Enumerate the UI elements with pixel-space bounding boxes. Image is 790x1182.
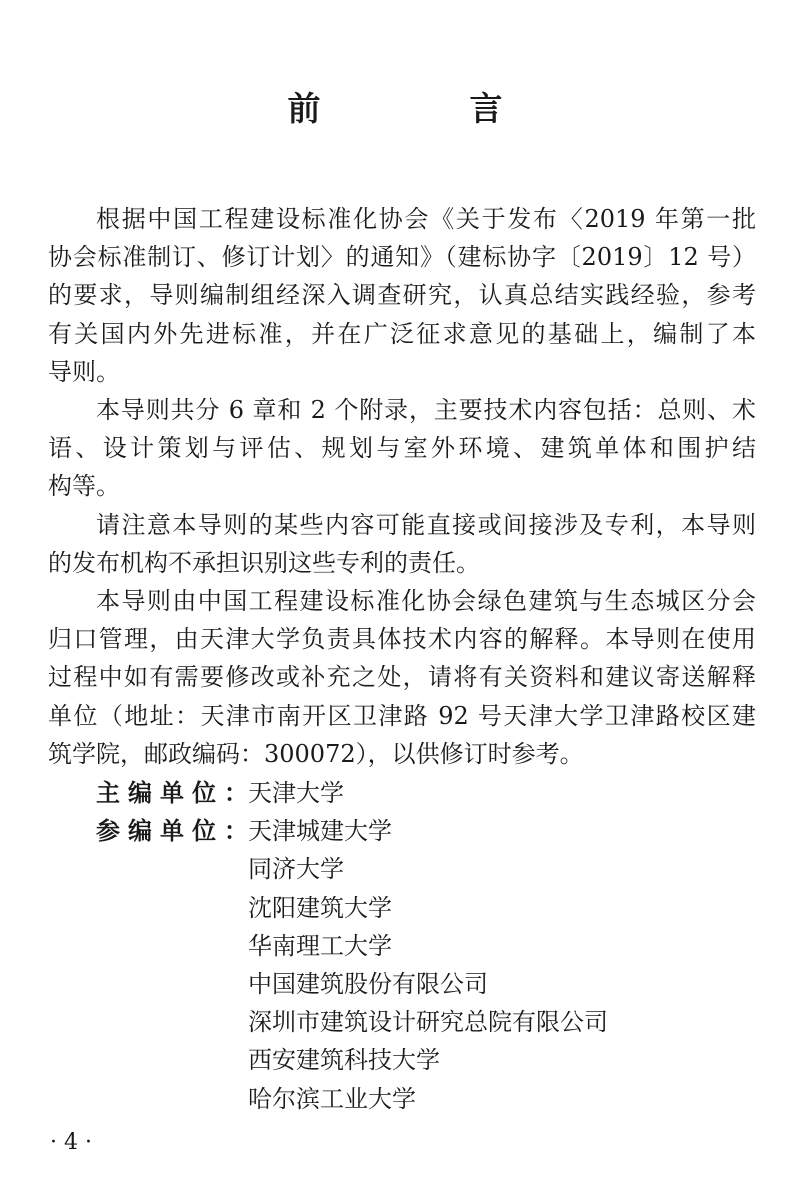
participating-editor-item: 沈阳建筑大学: [248, 893, 392, 922]
paragraph-2: [48, 391, 756, 506]
paragraph-line: 本导则共分 6 章和 2 个附录，主要技术内容包括：总则、术: [96, 396, 756, 425]
chief-editor-value: 天津大学: [248, 779, 344, 807]
chief-editor-label: 主编单位：: [96, 779, 256, 807]
participating-editors-label: 参编单位：: [96, 817, 256, 846]
paragraph-line: 请注意本导则的某些内容可能直接或间接涉及专利，本导则: [96, 510, 756, 539]
paragraph-line: 语、设计策划与评估、规划与室外环境、建筑单体和围护结: [48, 434, 756, 463]
paragraph-line: 导则。: [48, 357, 120, 386]
paragraph-line: 过程中如有需要修改或补充之处，请将有关资料和建议寄送解释: [48, 663, 756, 692]
paragraph-line: 单位（地址：天津市南开区卫津路 92 号天津大学卫津路校区建: [48, 701, 756, 730]
participating-editor-item: 同济大学: [248, 855, 344, 884]
participating-editor-item: 中国建筑股份有限公司: [248, 970, 488, 999]
participating-editor-item: 深圳市建筑设计研究总院有限公司: [248, 1008, 608, 1037]
participating-editor-item: 华南理工大学: [248, 931, 392, 960]
paragraph-1: [48, 200, 756, 391]
preface-body: [48, 200, 756, 773]
paragraph-line: 协会标准制订、修订计划〉的通知》（建标协字〔2019〕12 号）: [48, 243, 756, 272]
paragraph-4: [48, 582, 756, 773]
participating-editor-item: 天津城建大学: [248, 817, 392, 846]
paragraph-line: 本导则由中国工程建设标准化协会绿色建筑与生态城区分会: [96, 587, 756, 616]
editor-units: [96, 774, 608, 1118]
paragraph-line: 的要求，导则编制组经深入调查研究，认真总结实践经验，参考: [48, 281, 756, 310]
chief-editor-row: [96, 774, 608, 812]
page-title: 前 言: [287, 89, 561, 128]
participating-editors-list: [96, 850, 608, 1117]
paragraph-line: 构等。: [48, 472, 120, 501]
paragraph-line: 根据中国工程建设标准化协会《关于发布〈2019 年第一批: [96, 205, 756, 233]
paragraph-line: 的发布机构不承担识别这些专利的责任。: [48, 548, 480, 577]
participating-editor-item: 哈尔滨工业大学: [248, 1084, 416, 1113]
page-number: · 4 ·: [50, 1130, 92, 1155]
paragraph-3: [48, 506, 756, 582]
participating-editors-row: [96, 812, 608, 850]
participating-editor-item: 西安建筑科技大学: [248, 1046, 440, 1075]
paragraph-line: 筑学院，邮政编码：300072），以供修订时参考。: [48, 739, 584, 768]
paragraph-line: 有关国内外先进标准，并在广泛征求意见的基础上，编制了本: [48, 319, 756, 348]
paragraph-line: 归口管理，由天津大学负责具体技术内容的解释。本导则在使用: [48, 625, 756, 654]
